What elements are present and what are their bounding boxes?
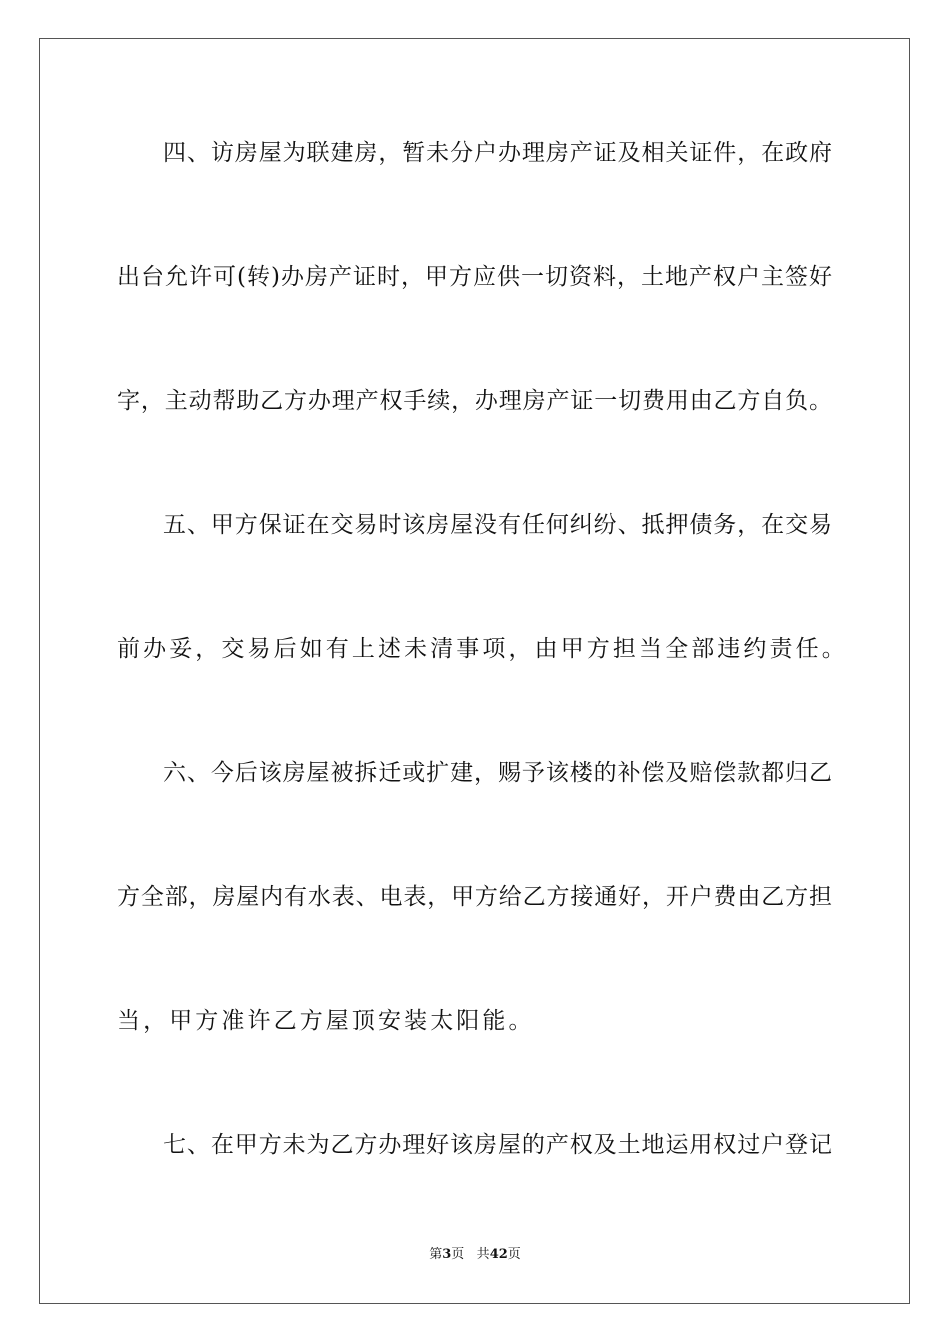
- paragraph-6-line-3: 当，甲方准许乙方屋顶安装太阳能。: [117, 1008, 535, 1034]
- page-number: 3: [442, 1247, 452, 1262]
- paragraph-4-line-1: 四、访房屋为联建房，暂未分户办理房产证及相关证件，在政府: [163, 140, 832, 166]
- paragraph-5-line-2: 前办妥，交易后如有上述未清事项，由甲方担当全部违约责任。: [117, 636, 848, 662]
- total-prefix: 共: [476, 1247, 490, 1262]
- page-footer: [0, 1246, 950, 1264]
- total-pages: 42: [489, 1247, 508, 1262]
- page-border: [39, 38, 910, 1304]
- paragraph-4-line-3: 字，主动帮助乙方办理产权手续，办理房产证一切费用由乙方自负。: [117, 388, 832, 414]
- paragraph-5-line-1: 五、甲方保证在交易时该房屋没有任何纠纷、抵押债务，在交易: [163, 512, 832, 538]
- page-prefix: 第: [429, 1247, 443, 1262]
- paragraph-7-line-1: 七、在甲方未为乙方办理好该房屋的产权及土地运用权过户登记: [163, 1132, 832, 1158]
- page-suffix: 页: [451, 1247, 465, 1262]
- paragraph-6-line-2: 方全部，房屋内有水表、电表，甲方给乙方接通好，开户费由乙方担: [117, 884, 832, 910]
- paragraph-6-line-1: 六、今后该房屋被拆迁或扩建，赐予该楼的补偿及赔偿款都归乙: [163, 760, 832, 786]
- paragraph-4-line-2: 出台允许可(转)办房产证时，甲方应供一切资料，土地产权户主签好: [117, 264, 832, 290]
- total-suffix: 页: [507, 1247, 521, 1262]
